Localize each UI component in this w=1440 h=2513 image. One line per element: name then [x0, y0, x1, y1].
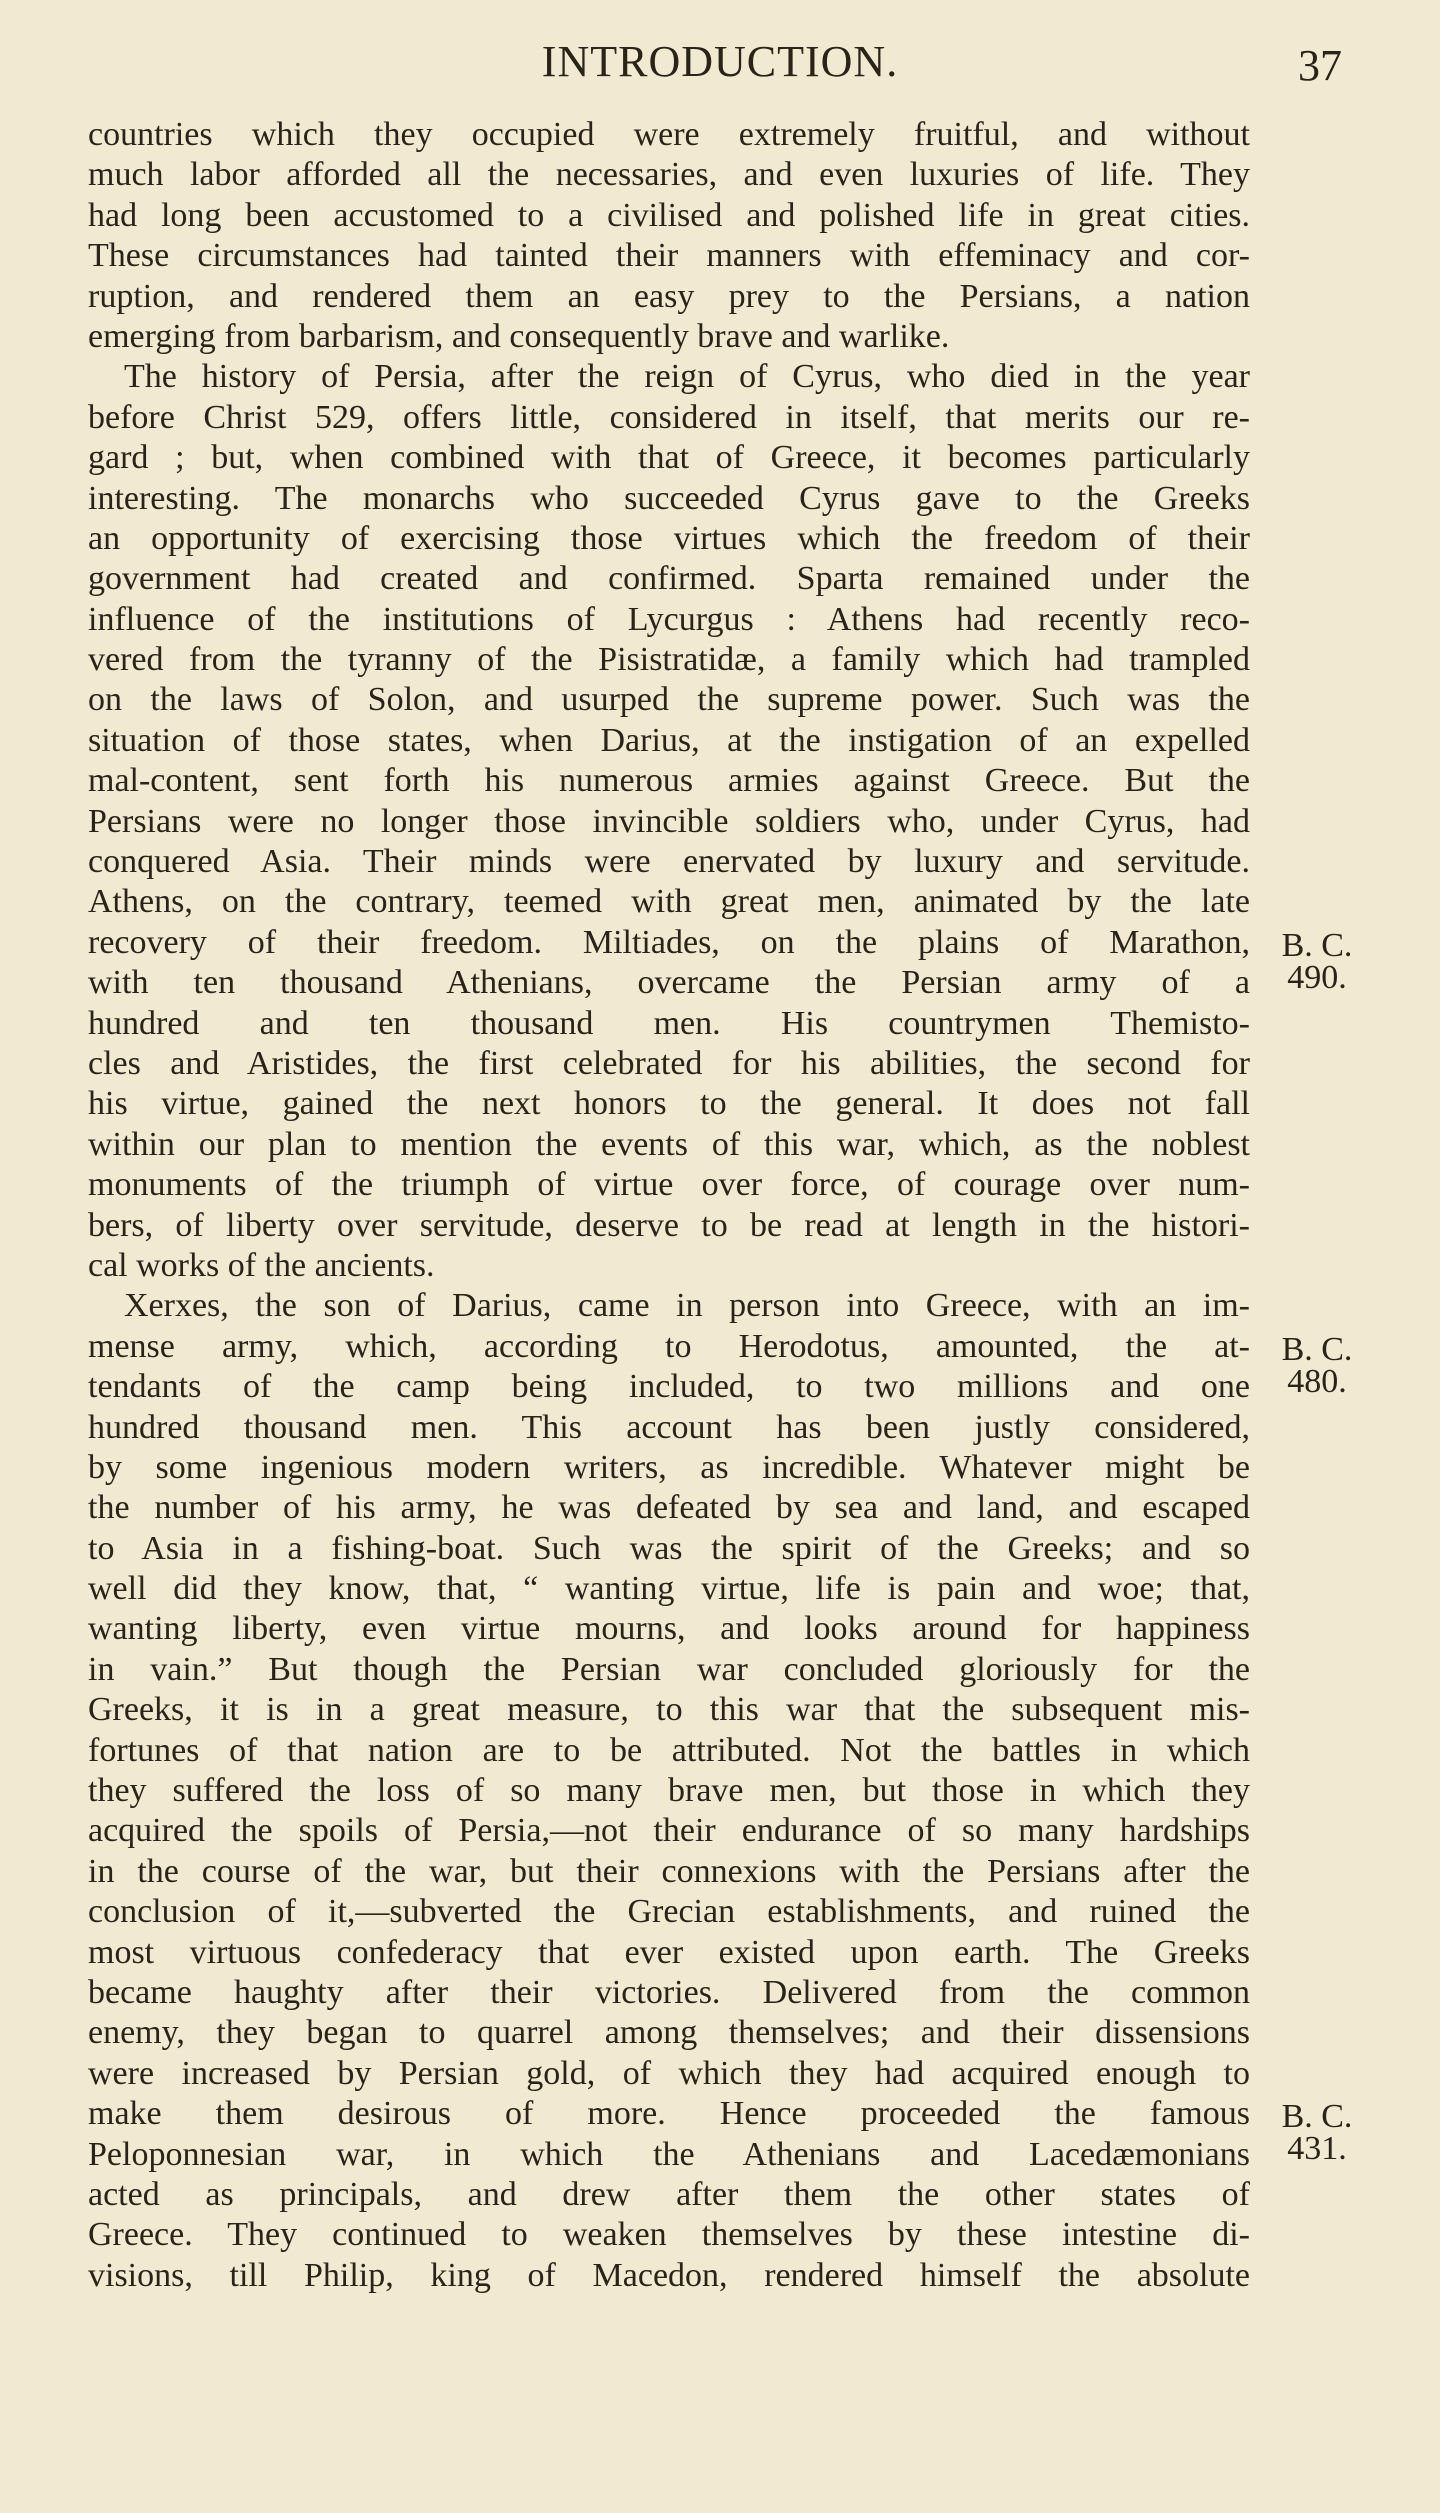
page-number: 37: [1298, 41, 1342, 90]
text-line: before Christ 529, offers little, considered in itself, that merits our re-: [88, 398, 1250, 436]
margin-note-date: [1262, 927, 1372, 996]
text-line: to Asia in a fishing-boat. Such was the spirit of the Greeks; and so: [88, 1529, 1250, 1567]
text-line: they suffered the loss of so many brave men, but those in which they: [88, 1772, 1250, 1810]
text-line: Persians were no longer those invincible soldiers who, under Cyrus, had: [88, 802, 1250, 840]
text-line: hundred and ten thousand men. His countrymen Themisto-: [88, 1004, 1250, 1042]
margin-note-date: [1262, 2098, 1372, 2167]
text-line: were increased by Persian gold, of which they had acquired enough to: [88, 2054, 1250, 2092]
text-line: make them desirous of more. Hence proceeded the famous: [88, 2095, 1250, 2133]
margin-note-date: [1262, 1331, 1372, 1400]
text-line: became haughty after their victories. Delivered from the common: [88, 1973, 1250, 2011]
text-line: mense army, which, according to Herodotus, amounted, the at-: [88, 1327, 1250, 1365]
text-line: within our plan to mention the events of this war, which, as the noblest: [88, 1125, 1250, 1163]
text-line: the number of his army, he was defeated by sea and land, and escaped: [88, 1489, 1250, 1527]
text-line: The history of Persia, after the reign of Cyrus, who died in the year: [124, 358, 1250, 396]
margin-note-year: 480.: [1287, 1363, 1347, 1400]
text-line: cal works of the ancients.: [88, 1246, 435, 1284]
text-line: Athens, on the contrary, teemed with great men, animated by the late: [88, 883, 1250, 921]
text-line: ruption, and rendered them an easy prey to the Persians, a nation: [88, 277, 1250, 315]
text-line: government had created and confirmed. Sparta remained under the: [88, 560, 1250, 598]
body-text: [88, 115, 1250, 2296]
text-line: most virtuous confederacy that ever existed upon earth. The Greeks: [88, 1933, 1250, 1971]
text-line: in the course of the war, but their connexions with the Persians after the: [88, 1852, 1250, 1890]
text-line: bers, of liberty over servitude, deserve to be read at length in the histori-: [88, 1206, 1250, 1244]
text-line: wanting liberty, even virtue mourns, and looks around for happiness: [88, 1610, 1250, 1648]
text-line: situation of those states, when Darius, at the instigation of an expelled: [88, 721, 1250, 759]
text-line: enemy, they began to quarrel among themselves; and their dissensions: [88, 2014, 1250, 2052]
text-line: well did they know, that, “ wanting virtue, life is pain and woe; that,: [88, 1570, 1250, 1608]
text-line: tendants of the camp being included, to two millions and one: [88, 1368, 1250, 1406]
text-line: visions, till Philip, king of Macedon, rendered himself the absolute: [88, 2256, 1250, 2294]
text-line: emerging from barbarism, and consequently brave and warlike.: [88, 317, 950, 355]
text-line: Xerxes, the son of Darius, came in person into Greece, with an im-: [124, 1287, 1250, 1325]
text-line: conquered Asia. Their minds were enervated by luxury and servitude.: [88, 843, 1250, 881]
margin-note-era: B. C.: [1281, 2098, 1353, 2135]
text-line: with ten thousand Athenians, overcame the Persian army of a: [88, 964, 1250, 1002]
margin-note-era: B. C.: [1281, 927, 1353, 964]
text-line: an opportunity of exercising those virtues which the freedom of their: [88, 519, 1250, 557]
text-line: monuments of the triumph of virtue over force, of courage over num-: [88, 1166, 1250, 1204]
running-title: INTRODUCTION.: [541, 37, 899, 86]
running-head: [0, 28, 1440, 98]
text-line: acquired the spoils of Persia,—not their endurance of so many hardships: [88, 1812, 1250, 1850]
text-line: much labor afforded all the necessaries, and even luxuries of life. They: [88, 156, 1250, 194]
text-line: Greeks, it is in a great measure, to this war that the subsequent mis-: [88, 1691, 1250, 1729]
text-line: recovery of their freedom. Miltiades, on the plains of Marathon,: [88, 923, 1250, 961]
text-line: Greece. They continued to weaken themselves by these intestine di-: [88, 2216, 1250, 2254]
text-line: vered from the tyranny of the Pisistratidæ, a family which had trampled: [88, 641, 1250, 679]
text-line: interesting. The monarchs who succeeded Cyrus gave to the Greeks: [88, 479, 1250, 517]
text-line: Peloponnesian war, in which the Athenians and Lacedæmonians: [88, 2135, 1250, 2173]
text-line: countries which they occupied were extremely fruitful, and without: [88, 116, 1250, 153]
text-line: hundred thousand men. This account has been justly considered,: [88, 1408, 1250, 1446]
text-line: in vain.” But though the Persian war concluded gloriously for the: [88, 1650, 1250, 1688]
text-line: his virtue, gained the next honors to the general. It does not fall: [88, 1085, 1250, 1123]
margin-note-year: 490.: [1287, 959, 1347, 996]
text-line: influence of the institutions of Lycurgus : Athens had recently reco-: [88, 600, 1250, 638]
text-line: fortunes of that nation are to be attributed. Not the battles in which: [88, 1731, 1250, 1769]
text-line: cles and Aristides, the first celebrated for his abilities, the second for: [88, 1044, 1250, 1082]
text-line: mal-content, sent forth his numerous armies against Greece. But the: [88, 762, 1250, 800]
margin-note-year: 431.: [1287, 2130, 1347, 2167]
text-line: conclusion of it,—subverted the Grecian establishments, and ruined the: [88, 1893, 1250, 1931]
text-line: acted as principals, and drew after them the other states of: [88, 2175, 1250, 2213]
text-line: by some ingenious modern writers, as incredible. Whatever might be: [88, 1448, 1250, 1486]
text-line: gard ; but, when combined with that of Greece, it becomes particularly: [88, 439, 1250, 477]
text-line: had long been accustomed to a civilised and polished life in great cities.: [88, 196, 1250, 234]
text-line: on the laws of Solon, and usurped the supreme power. Such was the: [88, 681, 1250, 719]
text-line: These circumstances had tainted their manners with effeminacy and cor-: [88, 237, 1250, 275]
margin-note-era: B. C.: [1281, 1331, 1353, 1368]
